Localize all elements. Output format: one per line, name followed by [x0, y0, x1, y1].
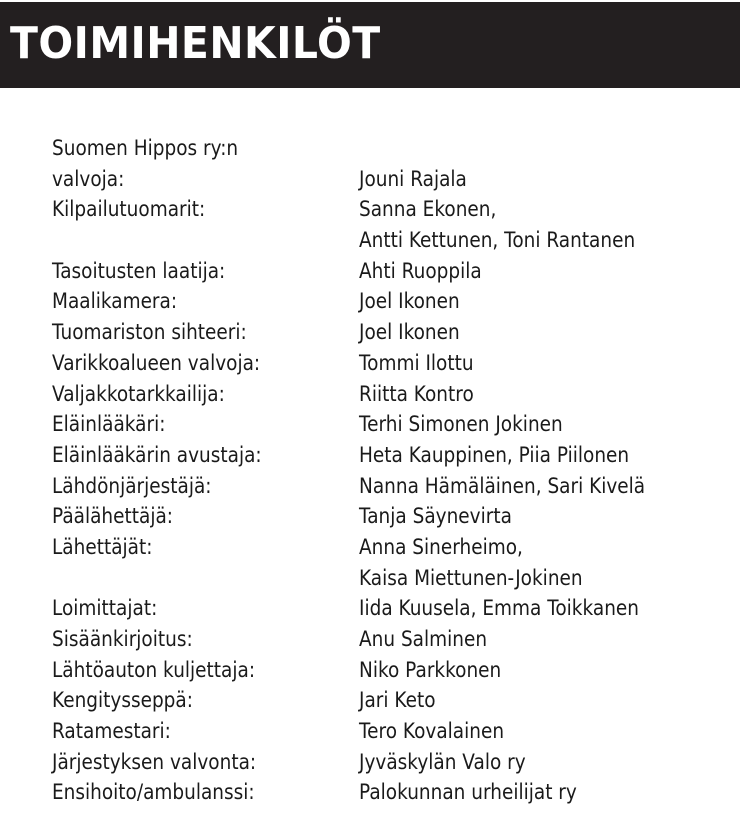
- role-label: Ratamestari:: [52, 719, 171, 744]
- role-label: Loimittajat:: [52, 596, 158, 621]
- person-name: Niko Parkkonen: [359, 657, 502, 682]
- role-label: Kilpailutuomarit:: [52, 197, 206, 222]
- person-name: Jouni Rajala: [359, 166, 467, 191]
- page-title: TOIMIHENKILÖT: [10, 18, 381, 69]
- official-row: [52, 563, 732, 594]
- official-row: [52, 593, 732, 624]
- official-row: [52, 624, 732, 655]
- official-row: [52, 777, 732, 808]
- official-row: [52, 348, 732, 379]
- role-label: Päälähettäjä:: [52, 504, 174, 529]
- person-name: Riitta Kontro: [359, 381, 474, 406]
- person-name: Joel Ikonen: [359, 289, 460, 314]
- official-row: [52, 747, 732, 778]
- role-label: Tasoitusten laatija:: [52, 258, 226, 283]
- role-label: Ensihoito/ambulanssi:: [52, 780, 255, 805]
- person-name: Jari Keto: [359, 688, 436, 713]
- person-name: Antti Kettunen, Toni Rantanen: [359, 228, 636, 253]
- official-row: [52, 286, 732, 317]
- person-name: Tero Kovalainen: [359, 719, 505, 744]
- role-label: Lähdönjärjestäjä:: [52, 473, 212, 498]
- person-name: Kaisa Miettunen-Jokinen: [359, 565, 583, 590]
- role-label: Järjestyksen valvonta:: [52, 749, 257, 774]
- official-row: [52, 379, 732, 410]
- official-row: [52, 409, 732, 440]
- role-label: Lähettäjät:: [52, 534, 153, 559]
- official-row: [52, 225, 732, 256]
- person-name: Jyväskylän Valo ry: [359, 749, 526, 774]
- official-row: [52, 317, 732, 348]
- role-label: Maalikamera:: [52, 289, 178, 314]
- person-name: Tommi Ilottu: [359, 350, 474, 375]
- officials-list: [52, 133, 732, 808]
- person-name: Sanna Ekonen,: [359, 197, 497, 222]
- official-row: [52, 501, 732, 532]
- person-name: Anu Salminen: [359, 627, 488, 651]
- person-name: Nanna Hämäläinen, Sari Kivelä: [359, 473, 646, 498]
- role-label: Lähtöauton kuljettaja:: [52, 657, 256, 682]
- official-row: [52, 716, 732, 747]
- person-name: Tanja Säynevirta: [359, 504, 512, 529]
- official-row: [52, 440, 732, 471]
- official-row: [52, 685, 732, 716]
- role-label: valvoja:: [52, 166, 125, 191]
- person-name: Iida Kuusela, Emma Toikkanen: [359, 596, 640, 621]
- official-row: [52, 256, 732, 287]
- official-row: [52, 194, 732, 225]
- role-label: Eläinlääkärin avustaja:: [52, 442, 262, 467]
- official-row: [52, 532, 732, 563]
- person-name: Anna Sinerheimo,: [359, 534, 523, 559]
- role-label: Valjakkotarkkailija:: [52, 381, 225, 406]
- person-name: Joel Ikonen: [359, 320, 460, 345]
- person-name: Terhi Simonen Jokinen: [359, 412, 563, 437]
- official-row: [52, 655, 732, 686]
- role-label: Eläinlääkäri:: [52, 412, 166, 437]
- official-row: [52, 471, 732, 502]
- official-row: [52, 164, 732, 195]
- person-name: Palokunnan urheilijat ry: [359, 780, 577, 805]
- person-name: Ahti Ruoppila: [359, 258, 482, 283]
- title-banner: [0, 2, 740, 88]
- person-name: Heta Kauppinen, Piia Piilonen: [359, 442, 630, 467]
- role-label: Sisäänkirjoitus:: [52, 627, 193, 651]
- official-row: [52, 133, 732, 164]
- role-label: Suomen Hippos ry:n: [52, 136, 239, 160]
- role-label: Tuomariston sihteeri:: [52, 320, 247, 345]
- role-label: Varikkoalueen valvoja:: [52, 350, 261, 375]
- role-label: Kengitysseppä:: [52, 688, 193, 713]
